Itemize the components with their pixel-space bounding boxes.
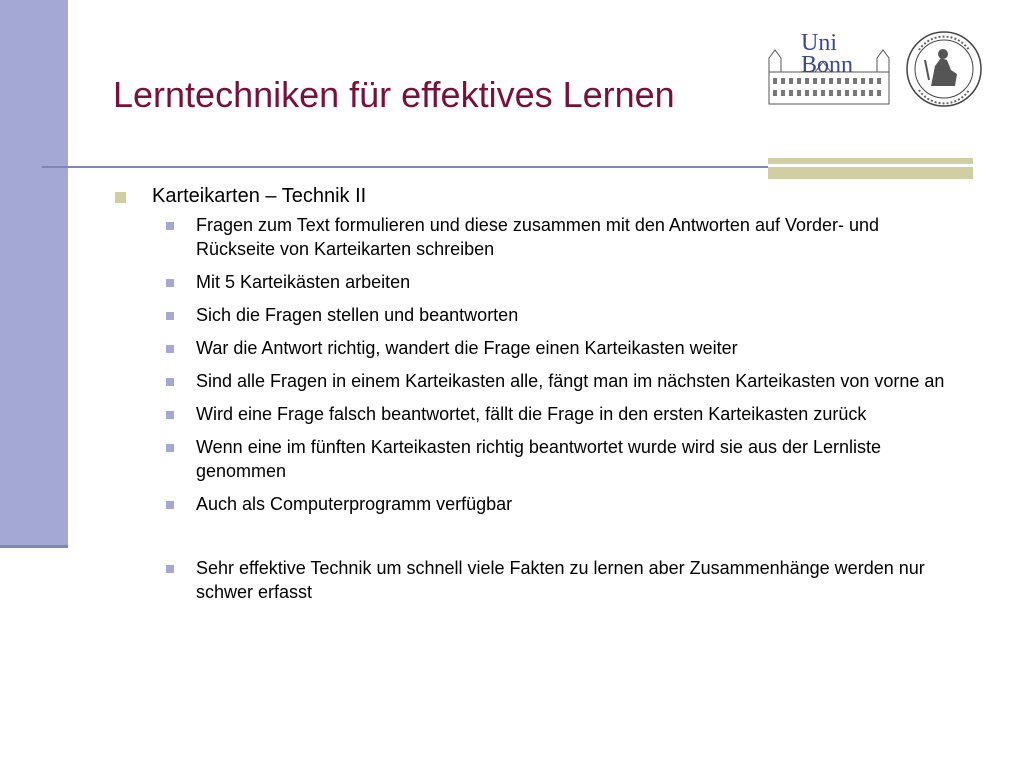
square-bullet-icon [166,501,174,509]
list-item [152,369,952,393]
list-item [152,336,952,360]
list-item [152,303,952,327]
bullet-main-text: Karteikarten – Technik II [152,185,367,207]
square-bullet-icon [166,411,174,419]
list-item-text: Fragen zum Text formulieren und diese zusammen mit den Antworten auf Vorder- und Rückseite von Karteikarten schreiben [196,215,880,259]
decorative-sidebar [0,0,68,548]
square-bullet-icon [166,345,174,353]
sub-bullet-list [152,213,952,604]
list-item [152,270,952,294]
uni-bonn-logo [765,28,893,110]
list-item-text: Mit 5 Karteikästen arbeiten [196,272,411,292]
list-item [152,492,952,516]
square-bullet-icon [166,444,174,452]
list-item [152,402,952,426]
list-item-text: Auch als Computerprogramm verfügbar [196,494,513,514]
slide-title: Lerntechniken für effektives Lernen [113,74,675,115]
square-bullet-icon [166,222,174,230]
slide-content [112,183,952,613]
title-divider [42,166,772,168]
square-bullet-icon [166,565,174,573]
list-item [152,556,952,604]
square-bullet-icon [166,312,174,320]
list-item-text: Wird eine Frage falsch beantwortet, fällt die Frage in den ersten Karteikasten zurück [196,404,867,424]
square-bullet-icon [115,192,126,203]
logo-text-uni: Uni [801,30,837,56]
list-item-text: Sehr effektive Technik um schnell viele Fakten zu lernen aber Zusammenhänge werden nur schwer erfasst [196,558,925,602]
list-item [152,213,952,261]
decorative-accent-bar [768,158,973,179]
logo-text-bonn: Bonn [801,52,854,78]
list-item-text: Wenn eine im fünften Karteikasten richtig beantwortet wurde wird sie aus der Lernliste genommen [196,437,882,481]
list-item-text: Sich die Fragen stellen und beantworten [196,305,519,325]
list-item [152,435,952,483]
bullet-main [112,183,952,604]
square-bullet-icon [166,279,174,287]
square-bullet-icon [166,378,174,386]
list-item-text: Sind alle Fragen in einem Karteikasten alle, fängt man im nächsten Karteikasten von vorne an [196,371,945,391]
list-item-text: War die Antwort richtig, wandert die Frage einen Karteikasten weiter [196,338,738,358]
faculty-seal-logo [905,30,983,108]
